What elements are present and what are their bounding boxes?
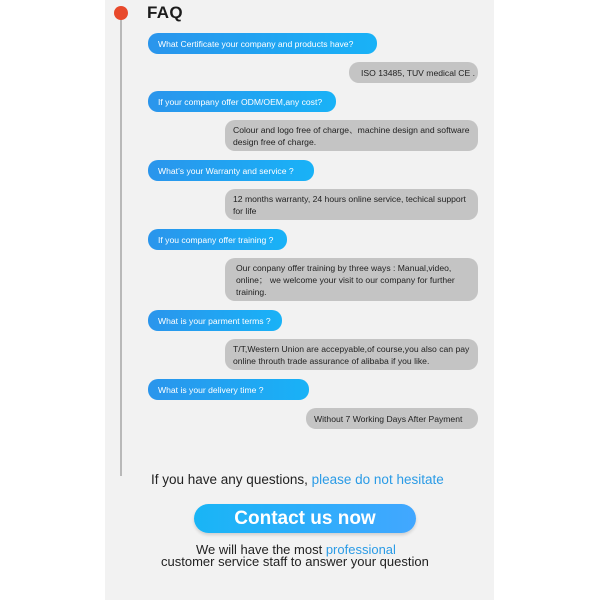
footer-highlight: professional [325, 542, 396, 557]
faq-answer-3: 12 months warranty, 24 hours online service, techical support for life [225, 189, 478, 220]
footer-line-2: customer service staff to answer your question [161, 554, 429, 569]
questions-prompt [151, 472, 444, 487]
faq-title: FAQ [147, 3, 183, 22]
footer-text: We will have the most [196, 542, 323, 557]
faq-question-5: What is your parment terms ? [148, 310, 282, 331]
faq-question-4: If you company offer training ? [148, 229, 287, 250]
faq-question-6: What is your delivery time ? [148, 379, 309, 400]
faq-question-2: If your company offer ODM/OEM,any cost? [148, 91, 336, 112]
timeline-dot-icon [114, 6, 128, 20]
questions-prompt-text: If you have any questions, [151, 472, 308, 487]
faq-question-3: What’s your Warranty and service ? [148, 160, 314, 181]
faq-answer-6: Without 7 Working Days After Payment [306, 408, 478, 429]
faq-answer-1: ISO 13485, TUV medical CE . [349, 62, 478, 83]
faq-answer-4: Our conpany offer training by three ways : Manual,video, online； we welcome your visit to our company for further training. [225, 258, 478, 301]
faq-question-1: What Certificate your company and products have? [148, 33, 377, 54]
questions-prompt-highlight: please do not hesitate [311, 472, 444, 487]
timeline-line [120, 16, 122, 476]
contact-us-button[interactable]: Contact us now [194, 504, 416, 533]
faq-answer-5: T/T,Western Union are accepyable,of course,you also can pay online throuth trade assurance of alibaba if you like. [225, 339, 478, 370]
faq-answer-2: Colour and logo free of charge、machine design and software design free of charge. [225, 120, 478, 151]
